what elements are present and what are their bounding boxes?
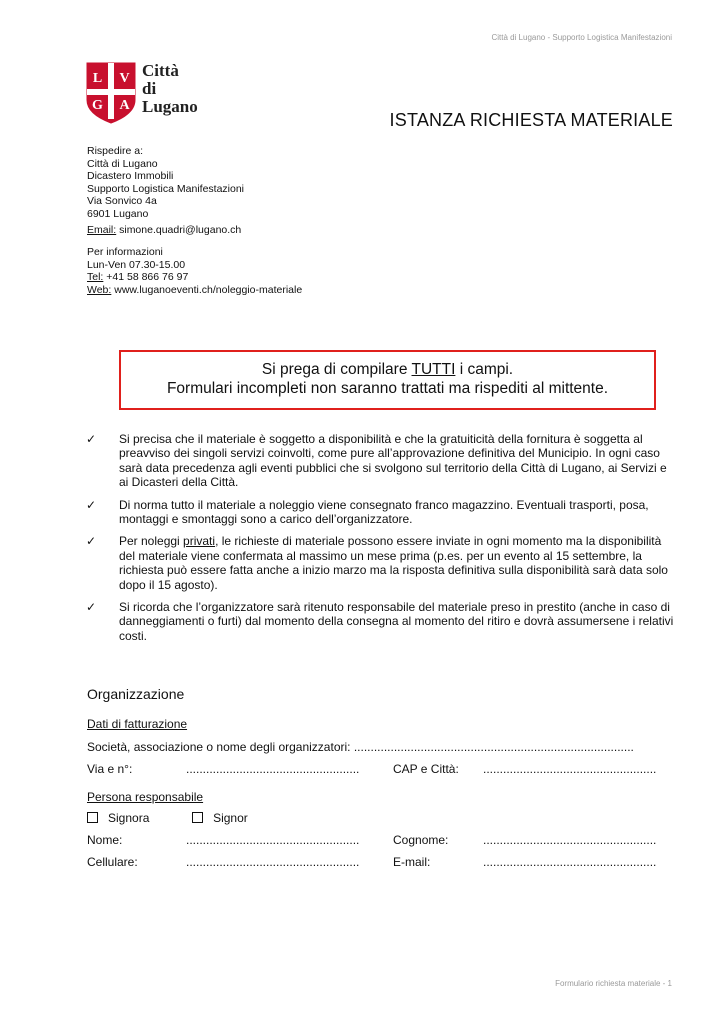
- private-emphasis: privati: [183, 534, 216, 549]
- email-form-label: E-mail:: [393, 855, 431, 869]
- logo-line: di: [142, 79, 157, 98]
- notice-box: [119, 350, 656, 410]
- coat-of-arms-icon: [86, 62, 136, 124]
- via-label: Via e n°:: [87, 762, 133, 776]
- logo-letter: G: [92, 98, 103, 113]
- conditions-list: [86, 432, 676, 651]
- cap-field[interactable]: ....................................................: [483, 762, 657, 776]
- signor-option[interactable]: [192, 811, 248, 825]
- notice-line-1: Si prega di compilare TUTTI i campi.: [261, 361, 514, 378]
- send-to-label: Rispedire a:: [87, 145, 144, 157]
- address-line: 6901 Lugano: [87, 207, 149, 220]
- tel-line: [87, 271, 302, 284]
- email-label: Email:: [87, 223, 117, 236]
- logo-line: Città: [142, 61, 179, 80]
- list-item: [86, 432, 676, 490]
- list-item: [86, 600, 676, 643]
- signor-label: Signor: [213, 811, 248, 825]
- org-label: Società, associazione o nome degli organizzatori:: [87, 740, 351, 754]
- nome-field[interactable]: ....................................................: [186, 833, 360, 847]
- hours-line: Lun-Ven 07.30-15.00: [87, 258, 186, 271]
- tel-label: Tel:: [87, 271, 104, 284]
- billing-subtitle: Dati di fatturazione: [87, 717, 188, 731]
- list-item-text: Si precisa che il materiale è soggetto a disponibilità e che la gratuiticità della fornitura è soggetta al preavviso dei singoli servizi coinvolti, come pure all’approvazione definitiva del Municipio. In ogni caso sarà data precedenza agli eventi pubblici che si svolgono sul territorio della Città di Lugano, ai Servizi e ai Dicasteri della Città.: [119, 432, 667, 490]
- signora-label: Signora: [108, 811, 150, 825]
- lugano-logo: [86, 62, 198, 124]
- via-field[interactable]: ....................................................: [186, 762, 360, 776]
- email-line: [87, 224, 302, 237]
- logo-letter: V: [119, 71, 130, 86]
- web-label: Web:: [87, 283, 112, 296]
- address-line: Via Sonvico 4a: [87, 195, 157, 208]
- notice-emphasis: TUTTI: [411, 361, 456, 378]
- list-item-text: Di norma tutto il materiale a noleggio viene consegnato franco magazzino. Eventuali trasporti, posa, montaggi e smontaggi sono a carico dell’organizzatore.: [119, 497, 649, 527]
- page-footer: Formulario richiesta materiale - 1: [555, 979, 672, 988]
- logo-letter: A: [119, 98, 130, 113]
- cap-label: CAP e Città:: [393, 762, 459, 776]
- list-item: [86, 534, 676, 592]
- logo-wordmark: [142, 62, 198, 116]
- logo-letter: L: [92, 71, 103, 86]
- cognome-field[interactable]: ....................................................: [483, 833, 657, 847]
- logo-line: Lugano: [142, 97, 198, 116]
- email-form-field[interactable]: ....................................................: [483, 855, 657, 869]
- name-row: [87, 833, 656, 847]
- tel-value: +41 58 866 76 97: [103, 271, 189, 284]
- notice-line-2: Formulari incompleti non saranno trattati ma rispediti al mittente.: [166, 380, 609, 397]
- header-caption: Città di Lugano - Supporto Logistica Manifestazioni: [491, 33, 672, 42]
- checkmark-icon: ✓: [86, 432, 97, 446]
- checkmark-icon: ✓: [86, 497, 97, 512]
- signora-checkbox[interactable]: [87, 812, 98, 823]
- signora-option[interactable]: [87, 811, 149, 825]
- address-block: [87, 145, 302, 297]
- list-item: [86, 498, 676, 527]
- address-line: Città di Lugano: [87, 157, 158, 170]
- email-link[interactable]: simone.quadri@lugano.ch: [116, 223, 242, 236]
- section-title: Organizzazione: [87, 686, 185, 702]
- list-item-text: Per noleggi privati, le richieste di materiale possono essere inviate in ogni momento ma la disponibilità del materiale viene confermata al massimo un mese prima (p.es. per un evento al 15 settembre, la richiesta può essere fatta anche a inizio marzo ma la risposta definitiva sulla disponibilità sarà data solo dopo il 15 agosto).: [119, 534, 668, 592]
- person-subtitle: Persona responsabile: [87, 790, 204, 804]
- org-field[interactable]: ....................................................................................: [353, 740, 634, 754]
- web-link[interactable]: www.luganoeventi.ch/noleggio-materiale: [111, 283, 303, 296]
- web-line: [87, 284, 302, 297]
- cellulare-label: Cellulare:: [87, 855, 138, 869]
- signor-checkbox[interactable]: [192, 812, 203, 823]
- address-line: Supporto Logistica Manifestazioni: [87, 182, 245, 195]
- cognome-label: Cognome:: [393, 833, 449, 847]
- salutation-row: [87, 811, 248, 825]
- checkmark-icon: ✓: [86, 600, 97, 615]
- cellulare-field[interactable]: ....................................................: [186, 855, 360, 869]
- nome-label: Nome:: [87, 833, 123, 847]
- address-row: [87, 762, 656, 776]
- info-label: Per informazioni: [87, 246, 163, 259]
- org-row: [87, 740, 634, 754]
- contact-row: [87, 855, 656, 869]
- list-item-text: Si ricorda che l’organizzatore sarà ritenuto responsabile del materiale preso in prestito (anche in caso di danneggiamenti o furti) dal momento della consegna al momento del ritiro e dovrà assumersene i relativi costi.: [119, 600, 674, 643]
- address-line: Dicastero Immobili: [87, 170, 174, 183]
- page-title: ISTANZA RICHIESTA MATERIALE: [389, 110, 673, 130]
- checkmark-icon: ✓: [86, 534, 97, 549]
